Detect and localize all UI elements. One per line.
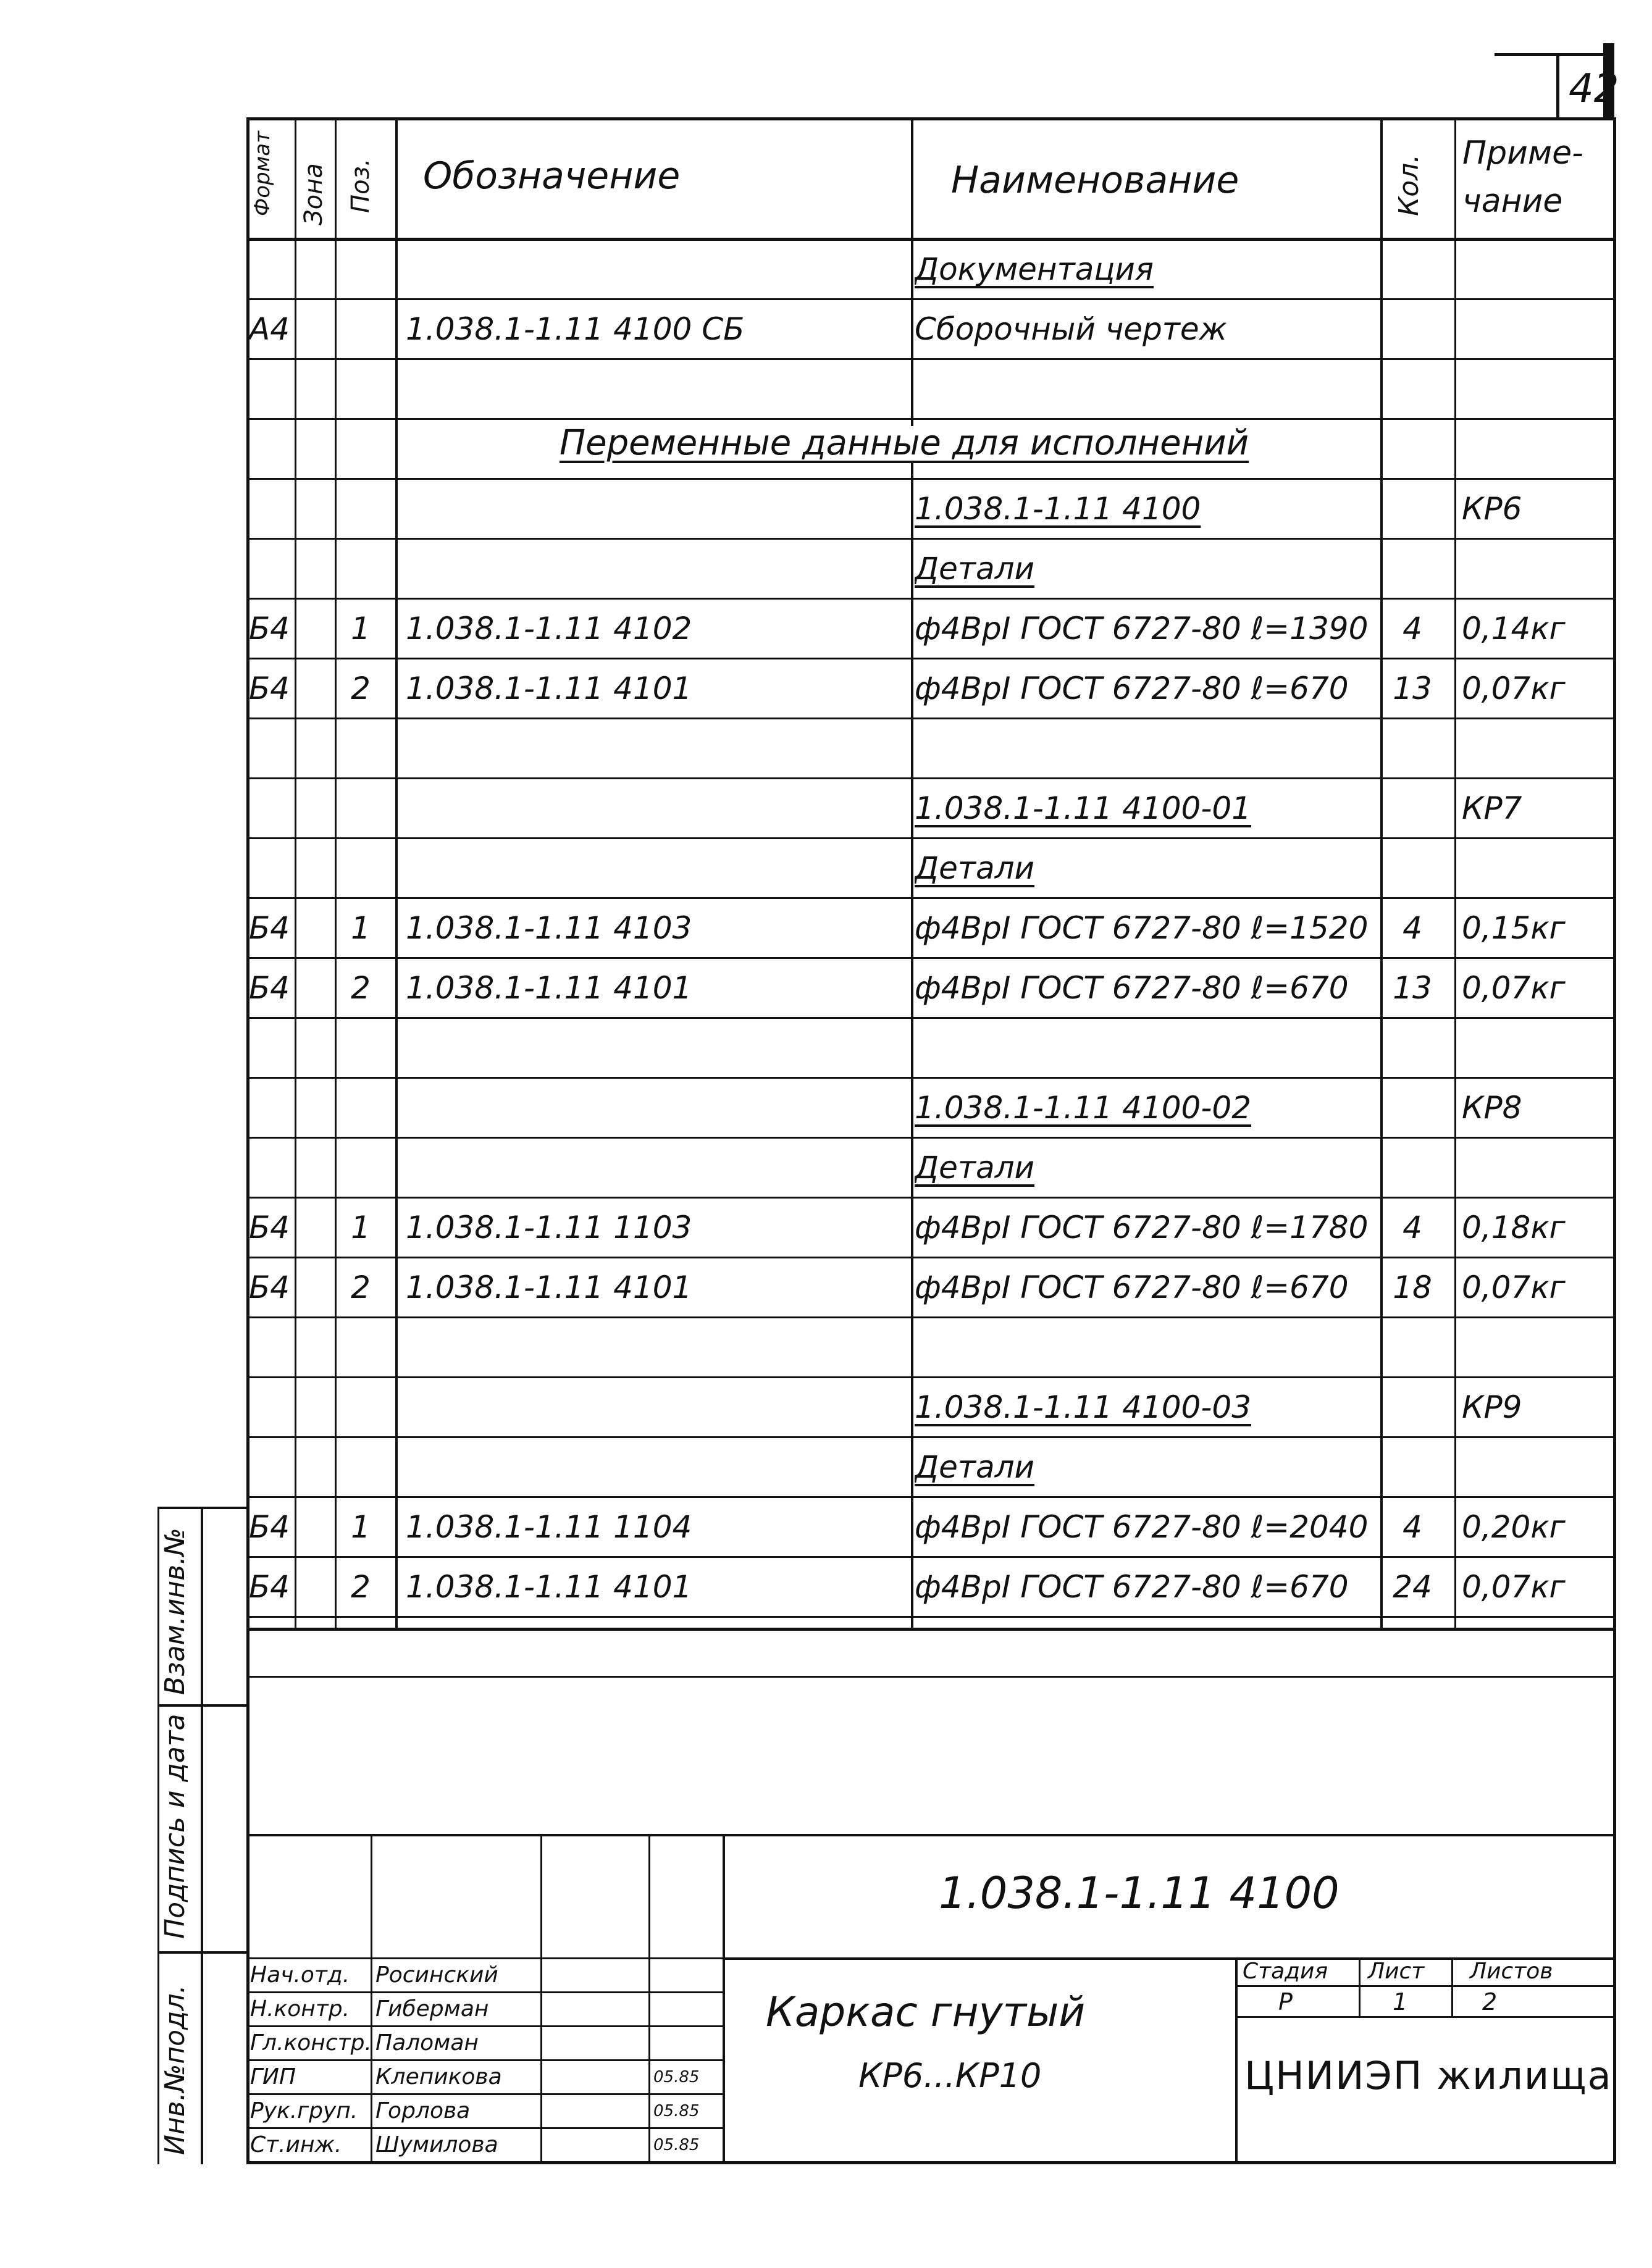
cell-note: [1462, 240, 1612, 299]
section-variable-data: Переменные данные для исполнений: [556, 426, 1252, 461]
table-row: [246, 958, 1614, 1018]
table-row: [246, 779, 1614, 838]
cell-format: [249, 719, 292, 778]
cell-qty: 4: [1403, 1509, 1422, 1545]
cell-qty: [1383, 479, 1442, 538]
title-block-staff-top: [246, 1834, 1616, 1836]
table-row: [246, 1378, 1614, 1437]
cell-qty: [1383, 1138, 1442, 1197]
cell-designation: [406, 1078, 912, 1137]
cell-note: [1462, 1138, 1612, 1197]
side-stamp-right: [201, 1507, 203, 2164]
stamp-row-2: [1235, 2016, 1616, 2018]
staff-row-line: [246, 1991, 724, 1993]
side-inv-orig: Инв.№подл.: [159, 1985, 191, 2155]
header-designation: Обозначение: [423, 154, 681, 198]
cell-name: Детали: [915, 1449, 1035, 1485]
cell-designation: [406, 479, 912, 538]
cell-name: ф4ВрI ГОСТ 6727-80 ℓ=2040: [915, 1509, 1369, 1545]
cell-note: [1462, 1437, 1612, 1497]
cell-pos: [333, 1378, 388, 1437]
header-zone: Зона: [300, 163, 328, 225]
cell-qty: [1383, 419, 1442, 479]
cell-designation: 1.038.1-1.11 4101: [406, 1270, 692, 1305]
title-block-top: [246, 1628, 1616, 1631]
table-row: [246, 539, 1614, 598]
staff-name: Паломан: [375, 2030, 479, 2056]
cell-designation: [406, 1318, 912, 1377]
table-row: [246, 839, 1614, 898]
cell-name: 1.038.1-1.11 4100: [915, 491, 1201, 527]
cell-pos: [333, 779, 388, 838]
side-stamp-top: [157, 1507, 249, 1509]
staff-row-line: [246, 2093, 724, 2095]
cell-qty: [1383, 1437, 1442, 1497]
cell-qty: [1383, 539, 1442, 598]
cell-format: [249, 419, 292, 479]
cell-pos: [333, 1437, 388, 1497]
cell-qty: [1383, 839, 1442, 898]
cell-designation: 1.038.1-1.11 4101: [406, 970, 692, 1006]
table-row: [246, 1258, 1614, 1317]
sheet-number-box-left: [1556, 53, 1559, 119]
cell-note: [1462, 419, 1612, 479]
cell-designation: [406, 1018, 912, 1078]
frame-bottom: [246, 2161, 1616, 2164]
cell-format: [249, 1018, 292, 1078]
cell-pos: 1: [351, 611, 371, 647]
stamp-sheets-label: Листов: [1470, 1959, 1553, 1984]
cell-format: Б4: [249, 1270, 290, 1305]
cell-note: 0,07кг: [1462, 1270, 1566, 1305]
cell-name: ф4ВрI ГОСТ 6727-80 ℓ=670: [915, 1270, 1349, 1305]
staff-row-line: [246, 1957, 724, 1959]
cell-name: Детали: [915, 850, 1035, 886]
cell-designation: 1.038.1-1.11 4102: [406, 611, 692, 647]
staff-role: Гл.констр.: [250, 2030, 372, 2056]
cell-qty: 13: [1393, 671, 1432, 706]
cell-note: [1462, 539, 1612, 598]
cell-note: [1462, 299, 1612, 359]
table-row: [246, 1557, 1614, 1617]
cell-name: ф4ВрI ГОСТ 6727-80 ℓ=1780: [915, 1210, 1369, 1245]
cell-designation: [406, 1437, 912, 1497]
cell-name: Сборочный чертеж: [915, 311, 1227, 347]
table-row: [246, 659, 1614, 718]
cell-note: 0,18кг: [1462, 1210, 1566, 1245]
title-line2: КР6...КР10: [858, 2056, 1042, 2095]
frame-top: [246, 117, 1616, 120]
cell-designation: 1.038.1-1.11 4101: [406, 1569, 692, 1605]
header-pos: Поз.: [346, 158, 375, 213]
side-inv-repl: Взам.инв.№: [159, 1528, 191, 1695]
table-row: [246, 1078, 1614, 1137]
cell-pos: 1: [351, 1210, 371, 1245]
table-row: [246, 1617, 1614, 1676]
side-sign-date: Подпись и дата: [159, 1714, 191, 1939]
cell-pos: [333, 299, 388, 359]
cell-designation: [406, 719, 912, 778]
cell-format: [249, 1138, 292, 1197]
cell-qty: [1383, 299, 1442, 359]
cell-pos: [333, 539, 388, 598]
cell-format: [249, 839, 292, 898]
cell-format: Б4: [249, 1509, 290, 1545]
header-name: Наименование: [951, 159, 1239, 202]
cell-designation: [406, 1617, 912, 1676]
cell-pos: [333, 1018, 388, 1078]
cell-qty: 24: [1393, 1569, 1432, 1605]
table-row: [246, 1318, 1614, 1377]
cell-format: [249, 359, 292, 419]
table-row: [246, 1018, 1614, 1078]
cell-qty: [1383, 779, 1442, 838]
sheet-number-box-top: [1495, 53, 1612, 56]
cell-format: [249, 779, 292, 838]
stamp-col-1: [1359, 1957, 1361, 2016]
side-stamp-div-1: [157, 1704, 249, 1707]
cell-qty: [1383, 1378, 1442, 1437]
cell-format: Б4: [249, 1210, 290, 1245]
stamp-left: [1235, 1957, 1238, 2161]
cell-name: ф4ВрI ГОСТ 6727-80 ℓ=670: [915, 671, 1349, 706]
stamp-sheet-label: Лист: [1368, 1959, 1425, 1984]
cell-name: 1.038.1-1.11 4100-01: [915, 790, 1252, 826]
staff-role: Н.контр.: [250, 1996, 350, 2022]
staff-name: Гиберман: [375, 1996, 489, 2022]
cell-format: [249, 1617, 292, 1676]
staff-date: 05.85: [653, 2102, 700, 2120]
cell-designation: [406, 539, 912, 598]
header-format: Формат: [250, 131, 275, 216]
staff-col-1: [371, 1834, 372, 2161]
cell-note: КР8: [1462, 1090, 1522, 1126]
cell-pos: [333, 240, 388, 299]
cell-format: Б4: [249, 910, 290, 946]
staff-date: 05.85: [653, 2136, 700, 2154]
cell-note: КР7: [1462, 790, 1522, 826]
cell-pos: 2: [351, 671, 371, 706]
cell-format: [249, 539, 292, 598]
cell-name: [915, 1018, 1390, 1078]
staff-role: Рук.груп.: [250, 2098, 358, 2124]
table-row: [246, 599, 1614, 658]
cell-qty: 13: [1393, 970, 1432, 1006]
cell-pos: [333, 419, 388, 479]
staff-role: ГИП: [250, 2064, 296, 2090]
header-note-line2: чание: [1462, 183, 1563, 220]
stamp-stage: Р: [1278, 1988, 1293, 2015]
staff-name: Шумилова: [375, 2132, 498, 2157]
staff-row-line: [246, 2059, 724, 2061]
cell-qty: 4: [1403, 910, 1422, 946]
table-row: [246, 479, 1614, 538]
cell-name: [915, 1318, 1390, 1377]
cell-name: [915, 1617, 1390, 1676]
cell-format: Б4: [249, 671, 290, 706]
cell-name: 1.038.1-1.11 4100-03: [915, 1389, 1252, 1425]
cell-format: [249, 1437, 292, 1497]
staff-name: Горлова: [375, 2098, 471, 2124]
cell-note: 0,07кг: [1462, 671, 1566, 706]
cell-name: ф4ВрI ГОСТ 6727-80 ℓ=1390: [915, 611, 1369, 647]
cell-qty: [1383, 1318, 1442, 1377]
cell-pos: [333, 1138, 388, 1197]
cell-name: 1.038.1-1.11 4100-02: [915, 1090, 1252, 1126]
staff-name: Росинский: [375, 1962, 498, 1988]
cell-format: [249, 1378, 292, 1437]
cell-pos: [333, 839, 388, 898]
cell-designation: [406, 1378, 912, 1437]
cell-designation: [406, 1138, 912, 1197]
cell-pos: 2: [351, 1569, 371, 1605]
cell-designation: 1.038.1-1.11 1103: [406, 1210, 692, 1245]
cell-pos: 2: [351, 970, 371, 1006]
header-qty: Кол.: [1393, 154, 1425, 216]
cell-format: [249, 1318, 292, 1377]
cell-format: [249, 240, 292, 299]
side-stamp-div-2: [157, 1951, 249, 1954]
cell-format: Б4: [249, 970, 290, 1006]
cell-note: [1462, 1318, 1612, 1377]
cell-format: А4: [249, 311, 290, 347]
cell-note: [1462, 359, 1612, 419]
staff-role: Нач.отд.: [250, 1962, 350, 1988]
cell-designation: [406, 240, 912, 299]
title-line1: Каркас гнутый: [766, 1988, 1086, 2036]
stamp-sheet: 1: [1393, 1988, 1408, 2015]
cell-name: Документация: [915, 251, 1154, 287]
cell-qty: [1383, 1018, 1442, 1078]
cell-pos: [333, 1617, 388, 1676]
cell-qty: 4: [1403, 611, 1422, 647]
cell-note: КР9: [1462, 1389, 1522, 1425]
cell-pos: 1: [351, 910, 371, 946]
cell-pos: 2: [351, 1270, 371, 1305]
cell-qty: [1383, 359, 1442, 419]
staff-col-3: [648, 1834, 650, 2161]
cell-name: [915, 359, 1390, 419]
table-row: [246, 1198, 1614, 1257]
table-row: [246, 299, 1614, 359]
cell-note: 0,07кг: [1462, 1569, 1566, 1605]
table-row: [246, 898, 1614, 958]
cell-note: 0,14кг: [1462, 611, 1566, 647]
cell-designation: [406, 779, 912, 838]
staff-row-line: [246, 2127, 724, 2129]
cell-note: [1462, 1018, 1612, 1078]
cell-designation: 1.038.1-1.11 4103: [406, 910, 692, 946]
table-row: [246, 1437, 1614, 1497]
title-code: 1.038.1-1.11 4100: [939, 1868, 1340, 1919]
stamp-row-1: [1235, 1985, 1616, 1987]
cell-name: ф4ВрI ГОСТ 6727-80 ℓ=670: [915, 970, 1349, 1006]
table-row: [246, 719, 1614, 778]
cell-note: КР6: [1462, 491, 1522, 527]
table-row: [246, 1497, 1614, 1557]
cell-name: ф4ВрI ГОСТ 6727-80 ℓ=670: [915, 1569, 1349, 1605]
cell-pos: [333, 1078, 388, 1137]
cell-note: [1462, 1617, 1612, 1676]
cell-designation: 1.038.1-1.11 4101: [406, 671, 692, 706]
staff-row-line: [246, 2025, 724, 2027]
cell-format: Б4: [249, 1569, 290, 1605]
cell-format: [249, 479, 292, 538]
cell-qty: 18: [1393, 1270, 1432, 1305]
cell-pos: 1: [351, 1509, 371, 1545]
staff-role: Ст.инж.: [250, 2132, 342, 2157]
cell-qty: [1383, 1617, 1442, 1676]
table-row: [246, 1138, 1614, 1197]
cell-name: [915, 719, 1390, 778]
title-block-left-split: [723, 1834, 725, 2161]
cell-name: Детали: [915, 551, 1035, 587]
cell-qty: 4: [1403, 1210, 1422, 1245]
cell-note: 0,15кг: [1462, 910, 1566, 946]
cell-qty: [1383, 240, 1442, 299]
cell-format: [249, 1078, 292, 1137]
cell-pos: [333, 479, 388, 538]
cell-name: ф4ВрI ГОСТ 6727-80 ℓ=1520: [915, 910, 1369, 946]
cell-designation: 1.038.1-1.11 4100 СБ: [406, 311, 745, 347]
cell-note: 0,07кг: [1462, 970, 1566, 1006]
cell-pos: [333, 359, 388, 419]
header-note-line1: Приме-: [1462, 135, 1583, 172]
cell-note: [1462, 839, 1612, 898]
staff-name: Клепикова: [375, 2064, 502, 2090]
cell-pos: [333, 719, 388, 778]
cell-designation: [406, 839, 912, 898]
stamp-col-2: [1451, 1957, 1453, 2016]
staff-col-2: [540, 1834, 542, 2161]
stamp-stage-label: Стадия: [1243, 1959, 1328, 1984]
cell-pos: [333, 1318, 388, 1377]
table-row: [246, 240, 1614, 299]
stamp-sheets: 2: [1482, 1988, 1498, 2015]
cell-name: Детали: [915, 1150, 1035, 1186]
staff-date: 05.85: [653, 2068, 700, 2086]
cell-designation: 1.038.1-1.11 1104: [406, 1509, 692, 1545]
stamp-organization: ЦНИИЭП жилища: [1244, 2053, 1612, 2098]
cell-note: 0,20кг: [1462, 1509, 1566, 1545]
cell-designation: [406, 359, 912, 419]
cell-qty: [1383, 1078, 1442, 1137]
cell-qty: [1383, 719, 1442, 778]
table-row: [246, 359, 1614, 419]
cell-note: [1462, 719, 1612, 778]
cell-format: Б4: [249, 611, 290, 647]
sheet-number: 42: [1569, 66, 1619, 112]
